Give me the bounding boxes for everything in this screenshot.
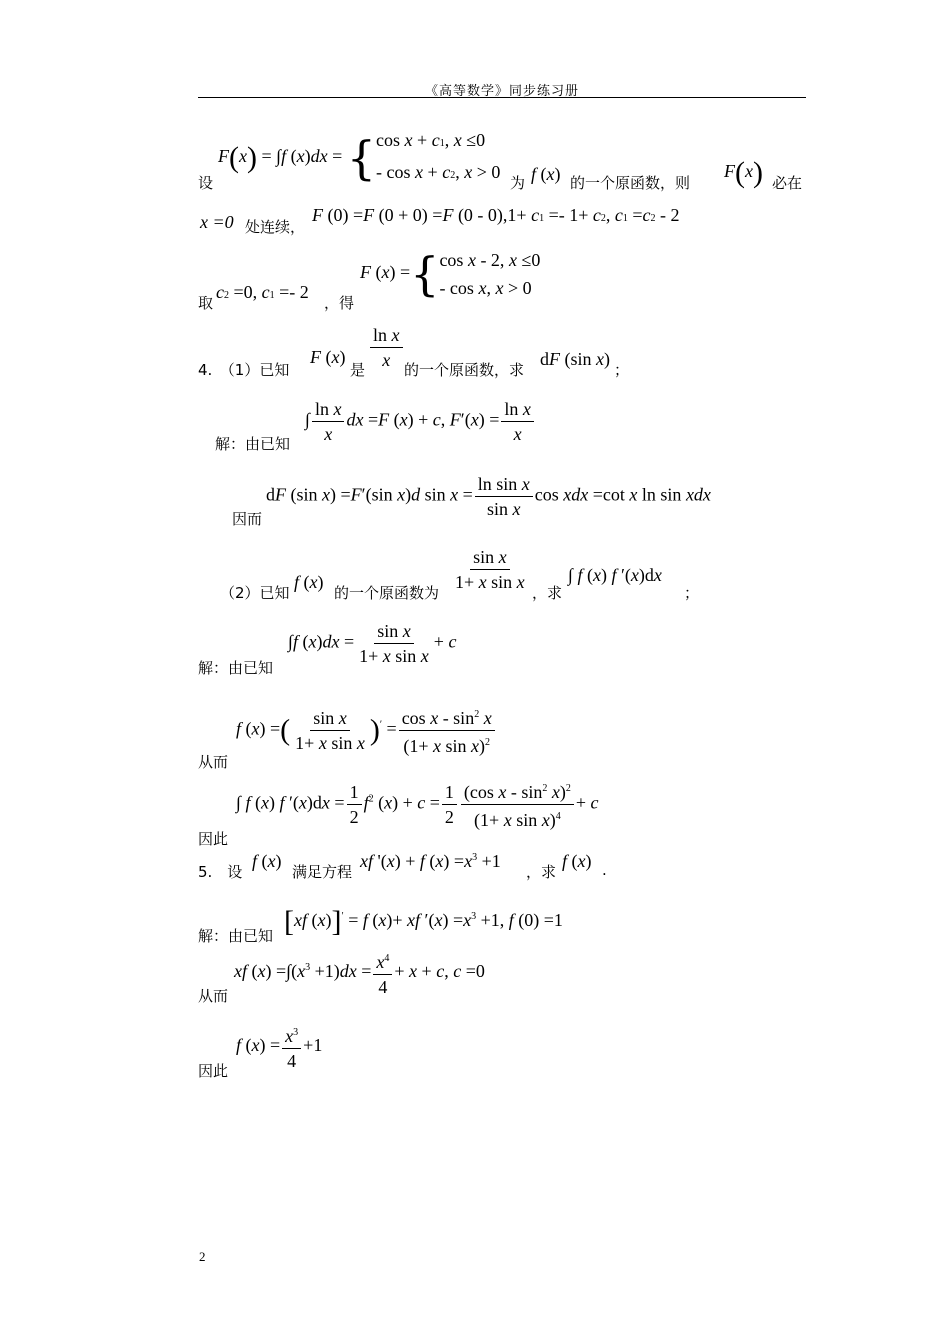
page-number: 2 (199, 1249, 206, 1264)
formula-integral-lnx: ∫ $\frac{\text{ln x}}{x}$ dx =F (x) + c, F′(x) = $\frac{\text{ln x}}{x}$ (305, 398, 536, 445)
formula-F-result: F (x) ={ cos x - 2, x ≤0 - cos x, x > 0 (360, 247, 541, 301)
formula-c-values: c2 =0, c1 =- 2 (216, 282, 309, 302)
formula-xf-derivative: [xf (x)]′ = f (x)+ xf $'(x) =x^3 +1$, f (0) =1 (284, 905, 563, 938)
text-qiu2: ，求 (526, 863, 557, 881)
text-jie-youyizhi-2: 解：由已知 (198, 659, 274, 677)
text-shi: 是 (350, 361, 366, 379)
text-yinci-2: 因此 (198, 1062, 229, 1080)
formula-fx-derivative: f (x) =( $\frac{\text{sin x}}{\text{1+ x sin x}}$ )′ = $\frac{\cos x - \sin^2 x}{(1+ x \sin x)^2}$ (236, 704, 497, 757)
formula-fx-final: f (x) = $\frac{x^3}{4}$ +1 (236, 1022, 322, 1072)
formula-lnx-over-x: $\frac{\text{ln x}}{x}$ (368, 324, 405, 371)
formula-xf-integral: xf $(x) =\int(x^3 +1)dx$ = $\frac{x^4}{4}$ + x + c, c =0 (234, 948, 485, 998)
formula-fx-4: f (x) (562, 851, 592, 871)
formula-fx-2: f (x) (294, 572, 324, 592)
text-chu-lianxu: 处连续， (245, 218, 306, 236)
text-de: ，得 (324, 294, 355, 312)
formula-continuity: F (0) =F (0 + 0) =F (0 - 0),1+ c1 =- 1+ c2, c1 =c2 - 2 (312, 205, 680, 225)
text-yinci-1: 因此 (198, 830, 229, 848)
formula-equation: xf '(x) + f $(x) =x^3 +1$ (360, 851, 501, 871)
formula-Fx-2: F (x) (310, 347, 346, 367)
text-semicolon-1: ； (614, 361, 630, 379)
text-qu: 取 (198, 294, 214, 312)
text-de-yige-yuan-wei: 的一个原函数为 (334, 584, 440, 602)
formula-fx-3: f (x) (252, 851, 282, 871)
formula-integral-fx: ∫f (x)dx = $\frac{\text{sin x}}{\text{1+ x sin x}}$ + c (288, 621, 457, 666)
formula-F-cases: F(x) = ∫f (x)dx = { cos x + c1, x ≤0 - cos x + c2, x > 0 (218, 130, 501, 185)
text-yiner: 因而 (232, 510, 263, 528)
formula-Fx-1: F(x) (724, 156, 763, 189)
text-period: . (602, 861, 607, 879)
formula-dF-result: dF (sin x) =F′(sin x)d sin x = $\frac{\text{ln sin x}}{\text{sin x}}$ cos xdx =cot x ln sin xdx (266, 474, 711, 519)
text-jie-youyizhi-3: 解：由已知 (198, 927, 274, 945)
formula-x0: x =0 (200, 212, 234, 232)
formula-fx-1: f (x) (531, 164, 561, 184)
text-she: 设 (198, 174, 214, 192)
formula-dF-sinx: dF (sin x) (540, 349, 610, 369)
problem5-label: 5. 设 (198, 863, 243, 881)
text-conger-2: 从而 (198, 987, 229, 1005)
text-wei: 为 (510, 174, 526, 192)
text-manzu-fangcheng: 满足方程 (292, 863, 353, 881)
text-conger-1: 从而 (198, 753, 229, 771)
problem4-2-label: （2）已知 (220, 584, 290, 602)
text-semicolon-2: ； (684, 584, 700, 602)
text-qiu: ，求 (532, 584, 563, 602)
page-header: 《高等数学》同步练习册 (424, 84, 579, 99)
formula-integral-ffprime: ∫ f (x) f ′(x)dx (568, 565, 662, 585)
text-jie-youyizhi-1: 解：由已知 (215, 435, 291, 453)
text-bizai: 必在 (772, 174, 803, 192)
formula-sinx-frac: $\frac{\text{sin x}}{\text{1+ x sin x}}$ (455, 547, 525, 592)
text-de-yige-yuan-qiu: 的一个原函数，求 (404, 361, 525, 379)
problem4-label: 4. （1）已知 (198, 361, 290, 379)
header-rule (198, 97, 806, 98)
formula-integral-result: ∫ f (x) f ′(x)dx = $\frac{1}{2}$ $f^2$ (x) + c = $\frac{1}{2}$ $\frac{(\cos x - \sin^2 x)^2}{(1+ x \sin x)^4}$ + c (236, 778, 599, 831)
text-yuanhanshu-ze: 的一个原函数，则 (570, 174, 691, 192)
